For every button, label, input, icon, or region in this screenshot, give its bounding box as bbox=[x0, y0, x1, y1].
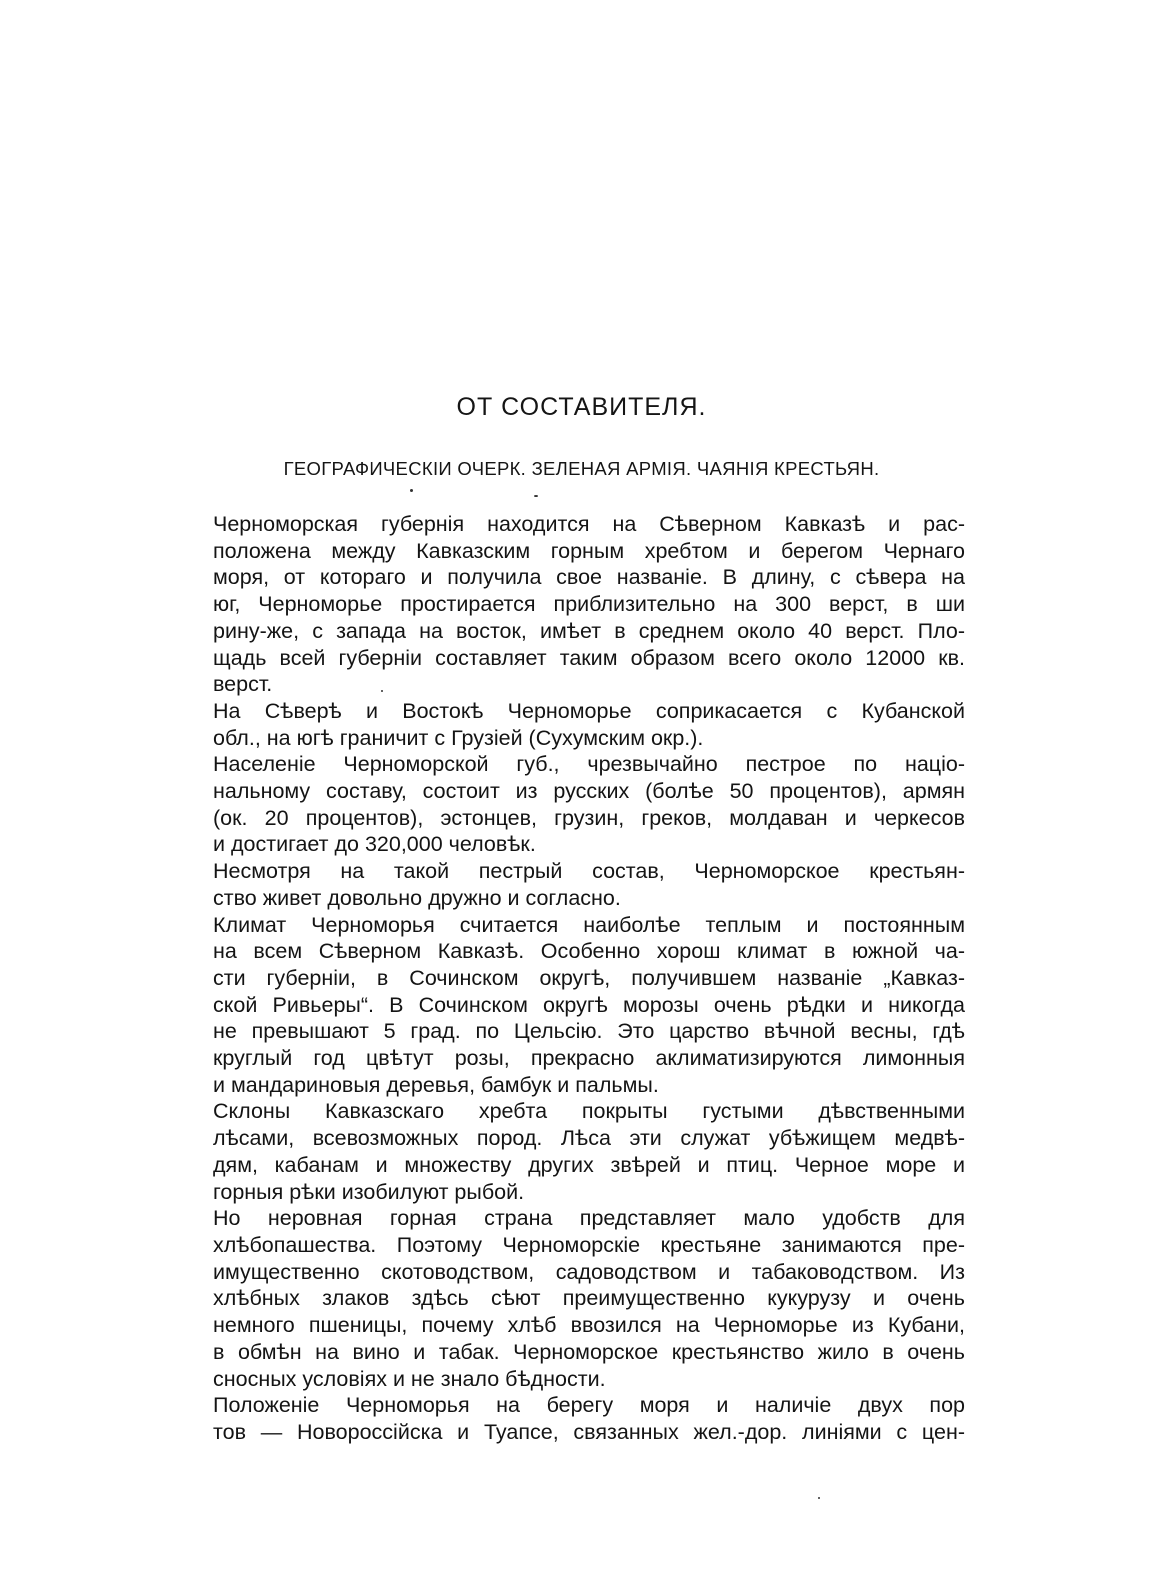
text-line: имущественно скотоводством, садоводством и табаководством. Из bbox=[213, 1259, 965, 1284]
text-line: круглый год цвѣтут розы, прекрасно аклиматизируются лимонныя bbox=[213, 1046, 965, 1071]
text-line: тов — Новороссiйска и Туапсе, связанных жел.-дор. линiями с цен- bbox=[213, 1419, 965, 1444]
text-line: Несмотря на такой пестрый состав, Черноморское крестьян- bbox=[213, 859, 965, 884]
text-line: ской Ривьеры“. В Сочинском округѣ морозы очень рѣдки и никогда bbox=[213, 992, 965, 1017]
text-line: моря, от котораго и получила свое названiе. В длину, с сѣвера на bbox=[213, 565, 965, 590]
text-line: горныя рѣки изобилуют рыбой. bbox=[213, 1179, 525, 1204]
text-line: верст. bbox=[213, 672, 273, 697]
text-line: (ок. 20 процентов), эстонцев, грузин, греков, молдаван и черкесов bbox=[213, 805, 965, 830]
text-line: Населенiе Черноморской губ., чрезвычайно пестрое по нацiо- bbox=[213, 752, 965, 777]
page-subtitle: ГЕОГРАФИЧЕСКIИ ОЧЕРК. ЗЕЛЕНАЯ АРМIЯ. ЧАЯНIЯ КРЕСТЬЯН. bbox=[283, 458, 880, 479]
text-line: на всем Сѣверном Кавказѣ. Особенно хорош климат в южной ча- bbox=[213, 939, 965, 964]
paragraph bbox=[163, 751, 965, 858]
text-line: Климат Черноморья считается наиболѣе теплым и постоянным bbox=[213, 912, 965, 937]
text-line: положена между Кавказским горным хребтом и берегом Чернаго bbox=[213, 538, 965, 563]
text-line: не превышают 5 град. по Цельсiю. Это царство вѣчной весны, гдѣ bbox=[213, 1019, 965, 1044]
scan-speck bbox=[410, 489, 413, 492]
paragraph bbox=[163, 698, 965, 751]
text-line: дям, кабанам и множеству других звѣрей и птиц. Черное море и bbox=[213, 1152, 965, 1177]
text-line: сносных условiях и не знало бѣдности. bbox=[213, 1366, 606, 1391]
text-line: Черноморская губернiя находится на Сѣверном Кавказѣ и рас- bbox=[213, 512, 965, 536]
text-line: Но неровная горная страна представляет мало удобств для bbox=[213, 1206, 965, 1231]
page-title: ОТ СОСТАВИТЕЛЯ. bbox=[456, 393, 707, 421]
scan-speck bbox=[818, 1497, 820, 1499]
text-line: хлѣбопашества. Поэтому Черноморскiе крестьяне занимаются пре- bbox=[213, 1232, 965, 1257]
text-line: нальному составу, состоит из русских (болѣе 50 процентов), армян bbox=[213, 779, 965, 804]
text-line: немного пшеницы, почему хлѣб ввозился на Черноморье из Кубани, bbox=[213, 1313, 965, 1338]
text-line: хлѣбных злаков здѣсь сѣют преимущественно кукурузу и очень bbox=[213, 1286, 965, 1311]
paragraph bbox=[163, 511, 965, 698]
paragraph bbox=[163, 1098, 965, 1205]
paragraph bbox=[163, 1392, 965, 1445]
text-line: лѣсами, всевозможных пород. Лѣса эти служат убѣжищем медвѣ- bbox=[213, 1126, 965, 1151]
text-line: Склоны Кавказскаго хребта покрыты густыми дѣвственными bbox=[213, 1099, 965, 1124]
text-line: и достигает до 320,000 человѣк. bbox=[213, 832, 536, 857]
paragraph bbox=[163, 858, 965, 911]
text-line: сти губернiи, в Сочинском округѣ, получившем названiе „Кавказ- bbox=[213, 965, 965, 990]
text-line: и мандариновыя деревья, бамбук и пальмы. bbox=[213, 1072, 659, 1097]
text-line: обл., на югѣ граничит с Грузiей (Сухумским окр.). bbox=[213, 725, 704, 750]
text-line: ство живет довольно дружно и согласно. bbox=[213, 885, 621, 910]
text-line: рину-же, с запада на восток, имѣет в среднем около 40 верст. Пло- bbox=[213, 618, 965, 643]
text-line: Положенiе Черноморья на берегу моря и наличiе двух пор bbox=[213, 1393, 965, 1418]
paragraph bbox=[163, 1205, 965, 1392]
scan-speck bbox=[534, 495, 538, 497]
body-text bbox=[163, 511, 965, 1446]
scan-speck bbox=[381, 690, 383, 692]
text-line: юг, Черноморье простирается приблизительно на 300 верст, в ши bbox=[213, 592, 965, 617]
text-line: На Сѣверѣ и Востокѣ Черноморье соприкасается с Кубанской bbox=[213, 698, 965, 723]
text-line: в обмѣн на вино и табак. Черноморское крестьянство жило в очень bbox=[213, 1339, 965, 1364]
text-line: щадь всей губернiи составляет таким образом всего около 12000 кв. bbox=[213, 645, 965, 670]
paragraph bbox=[163, 912, 965, 1099]
